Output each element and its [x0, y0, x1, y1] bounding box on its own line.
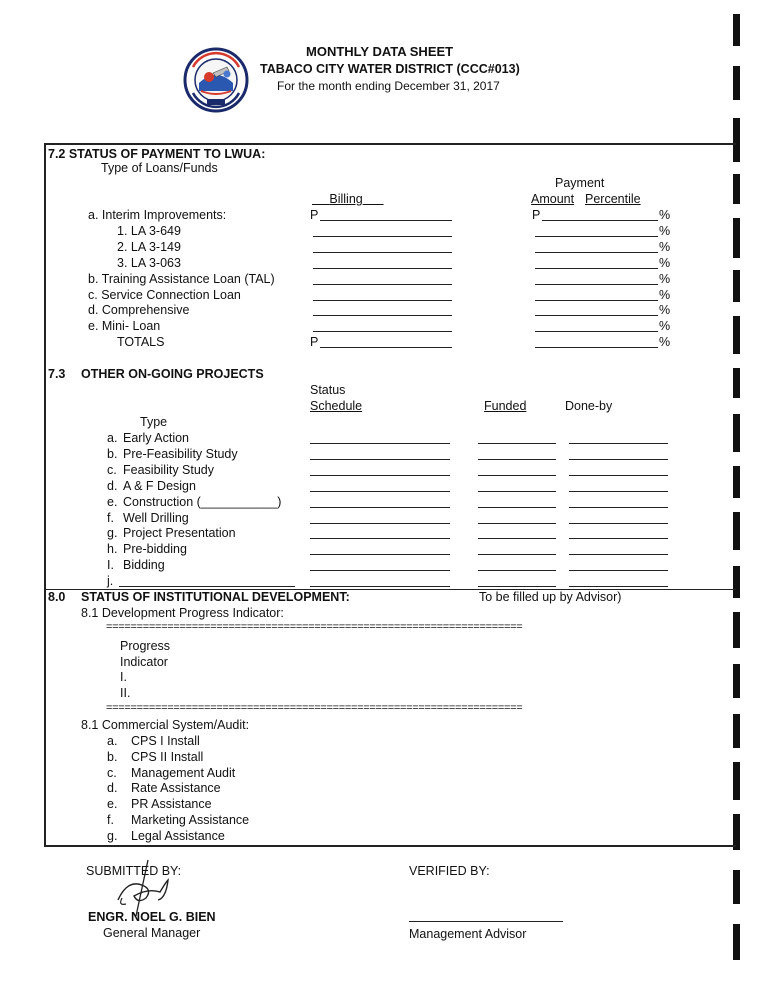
- doneby-field[interactable]: [569, 554, 668, 555]
- payment-field[interactable]: [535, 347, 658, 348]
- advisor-title: Management Advisor: [409, 927, 527, 941]
- payment-field[interactable]: [535, 284, 658, 285]
- project-item-text: Feasibility Study: [123, 462, 215, 477]
- advisor-signature-line[interactable]: [409, 921, 563, 922]
- schedule-label: Schedule: [310, 399, 363, 413]
- binder-mark: [733, 316, 740, 354]
- funded-field[interactable]: [478, 538, 556, 539]
- section-8-0-heading: STATUS OF INSTITUTIONAL DEVELOPMENT:: [81, 590, 350, 604]
- binder-mark: [733, 664, 740, 698]
- funded-field[interactable]: [478, 475, 556, 476]
- project-item-text: Early Action: [123, 431, 190, 445]
- project-item-letter: e.: [107, 494, 118, 509]
- billing-label: [312, 192, 384, 206]
- billing-field[interactable]: [313, 315, 452, 316]
- payment-field[interactable]: [535, 315, 658, 316]
- billing-total-currency: P: [310, 335, 319, 349]
- loan-item: c. Service Connection Loan: [88, 288, 241, 302]
- project-item-text: Project Presentation: [123, 526, 236, 541]
- audit-item-text: Management Audit: [131, 765, 236, 780]
- payment-field[interactable]: [535, 252, 658, 253]
- doneby-field[interactable]: [569, 459, 668, 460]
- funded-field[interactable]: [478, 570, 556, 571]
- funded-field[interactable]: [478, 523, 556, 524]
- schedule-field[interactable]: [310, 586, 450, 587]
- project-item-letter: b.: [107, 446, 118, 461]
- audit-item-text: CPS I Install: [131, 734, 200, 748]
- billing-field[interactable]: [313, 331, 452, 332]
- billing-field[interactable]: [313, 268, 452, 269]
- doneby-field[interactable]: [569, 570, 668, 571]
- percent-sign: %: [659, 240, 671, 254]
- binder-mark: [733, 368, 740, 398]
- audit-item-text: PR Assistance: [131, 797, 212, 812]
- billing-label-text: Billing: [329, 192, 363, 206]
- amount-label: Amount: [531, 192, 575, 206]
- binder-mark: [733, 566, 740, 598]
- loans-subheading: Type of Loans/Funds: [101, 161, 218, 175]
- funded-field[interactable]: [478, 459, 556, 460]
- project-item-letter: I.: [107, 558, 114, 573]
- payment-field[interactable]: [542, 220, 658, 221]
- billing-field[interactable]: [313, 252, 452, 253]
- percent-sign: %: [659, 256, 671, 270]
- loan-item: 3. LA 3-063: [117, 256, 181, 270]
- payment-field[interactable]: [535, 268, 658, 269]
- audit-item-letter: c.: [107, 765, 117, 780]
- percent-sign: %: [659, 288, 671, 302]
- project-item-letter: h.: [107, 542, 118, 557]
- schedule-field[interactable]: [310, 491, 450, 492]
- binder-mark: [733, 762, 740, 800]
- loan-item: d. Comprehensive: [88, 303, 190, 317]
- schedule-field[interactable]: [310, 459, 450, 460]
- section-7-3-heading: OTHER ON-GOING PROJECTS: [81, 367, 264, 381]
- schedule-field[interactable]: [310, 523, 450, 524]
- audit-item-text: Marketing Assistance: [131, 813, 250, 827]
- binder-mark: [733, 270, 740, 302]
- binder-mark: [733, 414, 740, 452]
- binder-mark: [733, 466, 740, 498]
- district-seal: [183, 47, 249, 113]
- binder-mark: [733, 66, 740, 100]
- audit-item-letter: d.: [107, 781, 118, 796]
- audit-item-text: Rate Assistance: [131, 781, 221, 796]
- doneby-field[interactable]: [569, 475, 668, 476]
- funded-field[interactable]: [478, 507, 556, 508]
- schedule-field[interactable]: [310, 475, 450, 476]
- form-frame-bottom: [44, 845, 736, 847]
- binder-mark: [733, 714, 740, 748]
- sheet-title: MONTHLY DATA SHEET: [306, 44, 454, 59]
- indicator-label: Indicator: [120, 655, 168, 669]
- billing-field[interactable]: [313, 300, 452, 301]
- doneby-field[interactable]: [569, 538, 668, 539]
- reporting-period: For the month ending December 31, 2017: [277, 79, 500, 93]
- project-item-letter: j.: [107, 574, 114, 589]
- verified-by-label: VERIFIED BY:: [409, 864, 490, 878]
- schedule-field[interactable]: [310, 507, 450, 508]
- project-item-text: Pre-Feasibility Study: [123, 446, 238, 461]
- development-indicator-heading: 8.1 Development Progress Indicator:: [81, 606, 284, 620]
- schedule-field[interactable]: [310, 538, 450, 539]
- project-item-text: Bidding: [123, 558, 165, 573]
- commercial-audit-heading: 8.1 Commercial System/Audit:: [81, 718, 250, 732]
- status-label: Status: [310, 383, 346, 397]
- funded-field[interactable]: [478, 554, 556, 555]
- doneby-label: Done-by: [565, 399, 613, 413]
- funded-field[interactable]: [478, 443, 556, 444]
- doneby-field[interactable]: [569, 507, 668, 508]
- doneby-field[interactable]: [569, 586, 668, 587]
- percent-sign: %: [659, 319, 671, 333]
- loan-item: 2. LA 3-149: [117, 240, 181, 254]
- indicator-roman-1: I.: [120, 670, 127, 684]
- billing-field[interactable]: [320, 220, 452, 221]
- type-label: Type: [140, 415, 168, 429]
- billing-field[interactable]: [313, 284, 452, 285]
- project-item-letter: f.: [107, 510, 114, 525]
- percent-sign: %: [659, 303, 671, 317]
- payment-field[interactable]: [535, 236, 658, 237]
- percent-sign: %: [659, 335, 671, 349]
- binder-mark: [733, 924, 740, 960]
- form-frame-left: [44, 143, 46, 846]
- percent-sign: %: [659, 272, 671, 286]
- binder-mark: [733, 512, 740, 550]
- audit-item-text: Legal Assistance: [131, 828, 225, 843]
- audit-item-letter: e.: [107, 797, 118, 812]
- double-rule: ====================================================================: [106, 621, 523, 633]
- project-item-letter: c.: [107, 462, 117, 477]
- audit-item-letter: g.: [107, 828, 118, 843]
- project-item-text: Well Drilling: [123, 510, 189, 525]
- district-name: TABACO CITY WATER DISTRICT (CCC#013): [260, 62, 520, 76]
- doneby-field[interactable]: [569, 443, 668, 444]
- loan-item: a. Interim Improvements:: [88, 208, 227, 222]
- funded-field[interactable]: [478, 586, 556, 587]
- indicator-roman-2: II.: [120, 686, 131, 700]
- audit-item-letter: f.: [107, 813, 114, 827]
- binder-mark: [733, 118, 740, 162]
- project-item-text: A & F Design: [123, 478, 196, 493]
- percentile-label: Percentile: [585, 192, 641, 206]
- section-7-2-heading: 7.2 STATUS OF PAYMENT TO LWUA:: [48, 147, 266, 161]
- form-frame-top: [44, 143, 736, 145]
- project-item-letter: d.: [107, 478, 118, 493]
- binder-mark: [733, 14, 740, 46]
- section-8-0-number: 8.0: [48, 590, 66, 604]
- binder-mark: [733, 870, 740, 904]
- binder-mark: [733, 218, 740, 258]
- signatory-name: ENGR. NOEL G. BIEN: [88, 910, 216, 924]
- percent-sign: %: [659, 208, 671, 222]
- project-item-text: Construction (___________): [123, 494, 282, 509]
- advisor-note: To be filled up by Advisor): [479, 590, 622, 604]
- doneby-field[interactable]: [569, 491, 668, 492]
- loan-item: b. Training Assistance Loan (TAL): [88, 272, 275, 286]
- billing-currency: P: [310, 208, 319, 222]
- billing-total-field[interactable]: [320, 347, 452, 348]
- loan-item: e. Mini- Loan: [88, 319, 161, 333]
- payment-label: Payment: [555, 176, 605, 190]
- progress-label: Progress: [120, 639, 171, 653]
- binder-mark: [733, 174, 740, 204]
- audit-item-letter: a.: [107, 734, 118, 748]
- doneby-field[interactable]: [569, 523, 668, 524]
- payment-field[interactable]: [535, 331, 658, 332]
- project-item-text: Pre-bidding: [123, 542, 187, 557]
- loan-item: 1. LA 3-649: [117, 224, 181, 238]
- project-item-letter: g.: [107, 526, 118, 541]
- payment-currency: P: [532, 208, 541, 222]
- schedule-field[interactable]: [310, 570, 450, 571]
- audit-item-letter: b.: [107, 749, 118, 764]
- funded-field[interactable]: [478, 491, 556, 492]
- audit-item-text: CPS II Install: [131, 749, 204, 764]
- project-item-j-field[interactable]: [119, 586, 295, 587]
- payment-field[interactable]: [535, 300, 658, 301]
- loan-totals-label: TOTALS: [117, 335, 165, 349]
- double-rule: ====================================================================: [106, 702, 523, 714]
- schedule-field[interactable]: [310, 443, 450, 444]
- submitted-by-label: SUBMITTED BY:: [86, 864, 182, 878]
- signatory-title: General Manager: [103, 926, 201, 940]
- section-7-3-number: 7.3: [48, 367, 66, 381]
- funded-label: Funded: [484, 399, 527, 413]
- binder-mark: [733, 612, 740, 648]
- project-item-letter: a.: [107, 431, 118, 445]
- percent-sign: %: [659, 224, 671, 238]
- billing-field[interactable]: [313, 236, 452, 237]
- schedule-field[interactable]: [310, 554, 450, 555]
